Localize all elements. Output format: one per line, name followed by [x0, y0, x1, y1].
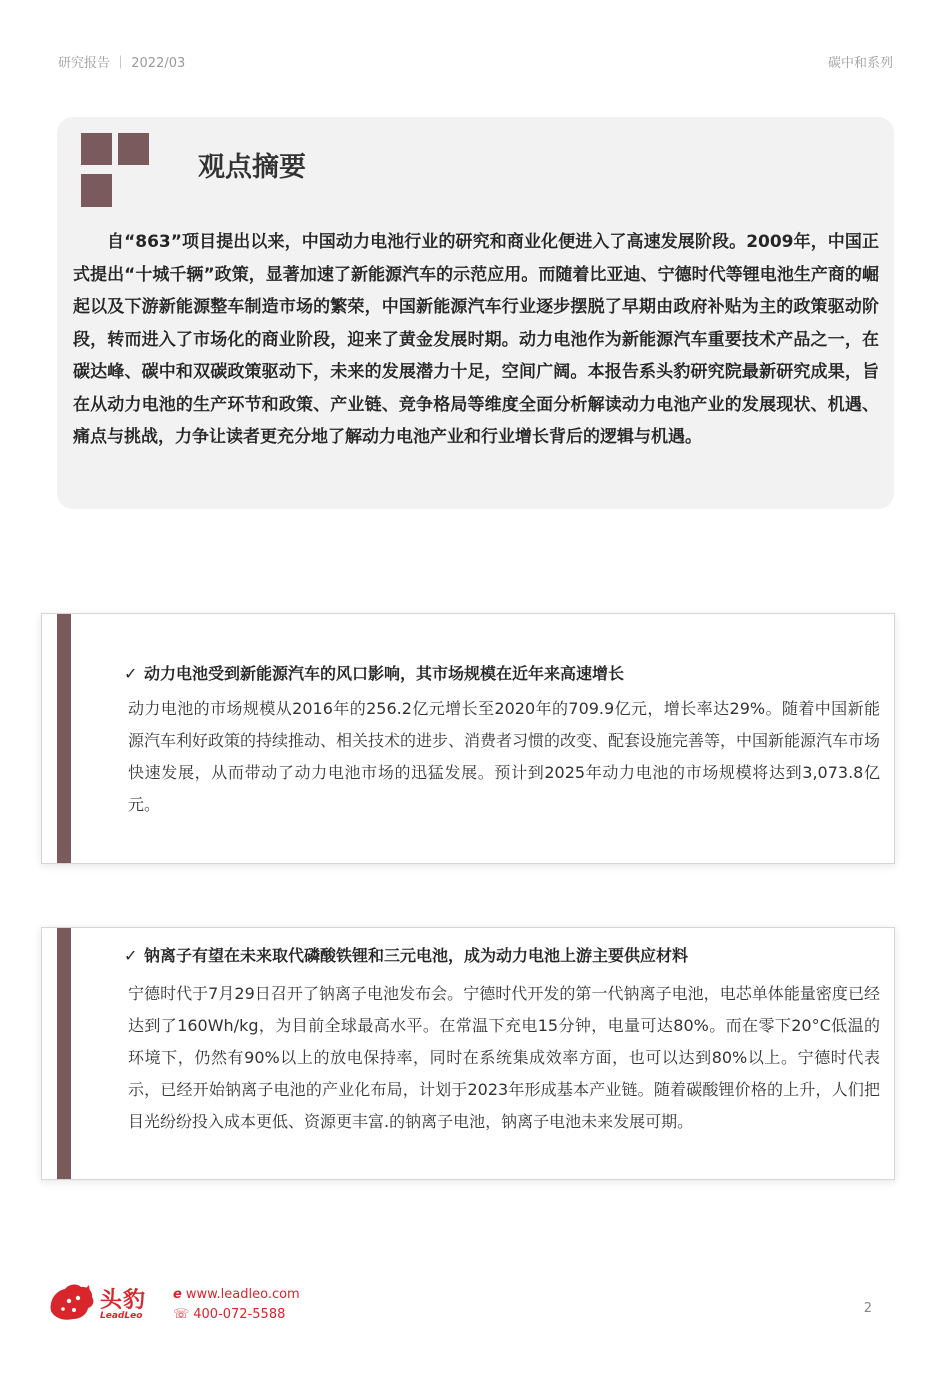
- checkmark-icon: ✓: [124, 664, 138, 683]
- card-accent-bar: [57, 928, 71, 1179]
- header-report-label: 研究报告 ｜ 2022/03: [58, 56, 186, 71]
- card-accent-bar: [57, 614, 71, 863]
- footer-phone: [173, 1307, 285, 1322]
- card-heading: [124, 661, 624, 684]
- website-link[interactable]: www.leadleo.com: [185, 1287, 300, 1302]
- card-heading-text: 钠离子有望在未来取代磷酸铁锂和三元电池，成为动力电池上游主要供应材料: [144, 946, 689, 965]
- decor-square-icon: [81, 174, 112, 207]
- header-series-label: 碳中和系列: [827, 56, 893, 71]
- leadleo-logo: [47, 1281, 167, 1325]
- logo-english-text: LeadLeo: [100, 1311, 143, 1321]
- summary-title: 观点摘要: [198, 152, 306, 183]
- checkmark-icon: ✓: [124, 946, 138, 965]
- insight-card: [41, 613, 895, 864]
- summary-text: 自“863”项目提出以来，中国动力电池行业的研究和商业化便进入了高速发展阶段。2009年，中国正式提出“十城千辆”政策，显著加速了新能源汽车的示范应用。而随着比亚迪、宁德时代等锂电池生产商的崛起以及下游新能源整车制造市场的繁荣，中国新能源汽车行业逐步摆脱了早期由政府补贴为主的政策驱动阶段，转而进入了市场化的商业阶段，迎来了黄金发展时期。动力电池作为新能源汽车重要技术产品之一，在碳达峰、碳中和双碳政策驱动下，未来的发展潜力十足，空间广阔。本报告系头豹研究院最新研究成果，旨在从动力电池的生产环节和政策、产业链、竞争格局等维度全面分析解读动力电池产业的发展现状、机遇、痛点与挑战，力争让读者更充分地了解动力电池产业和行业增长背后的逻辑与机遇。: [73, 232, 879, 447]
- leopard-icon: [47, 1281, 97, 1325]
- decor-square-icon: [118, 133, 149, 165]
- card-heading: [124, 943, 688, 966]
- web-icon: e: [173, 1287, 182, 1302]
- logo-chinese-text: 头豹: [100, 1288, 147, 1313]
- page-number: 2: [863, 1301, 872, 1316]
- summary-box: [57, 117, 894, 509]
- card-body: 动力电池的市场规模从2016年的256.2亿元增长至2020年的709.9亿元，增长率达29%。随着中国新能源汽车利好政策的持续推动、相关技术的进步、消费者习惯的改变、配套设施完善等，中国新能源汽车市场快速发展，从而带动了动力电池市场的迅猛发展。预计到2025年动力电池的市场规模将达到3,073.8亿元。: [128, 699, 881, 814]
- phone-number: 400-072-5588: [193, 1307, 286, 1322]
- card-heading-text: 动力电池受到新能源汽车的风口影响，其市场规模在近年来高速增长: [144, 664, 625, 683]
- insight-card: [41, 927, 895, 1180]
- decor-square-icon: [81, 133, 112, 165]
- card-body: 宁德时代于7月29日召开了钠离子电池发布会。宁德时代开发的第一代钠离子电池，电芯单体能量密度已经达到了160Wh/kg，为目前全球最高水平。在常温下充电15分钟，电量可达80%。而在零下20°C低温的环境下，仍然有90%以上的放电保持率，同时在系统集成效率方面，也可以达到80%以上。宁德时代表示，已经开始钠离子电池的产业化布局，计划于2023年形成基本产业链。随着碳酸锂价格的上升，人们把目光纷纷投入成本更低、资源更丰富.的钠离子电池，钠离子电池未来发展可期。: [128, 984, 880, 1131]
- phone-icon: ☏: [173, 1307, 190, 1322]
- footer-website[interactable]: [173, 1287, 300, 1302]
